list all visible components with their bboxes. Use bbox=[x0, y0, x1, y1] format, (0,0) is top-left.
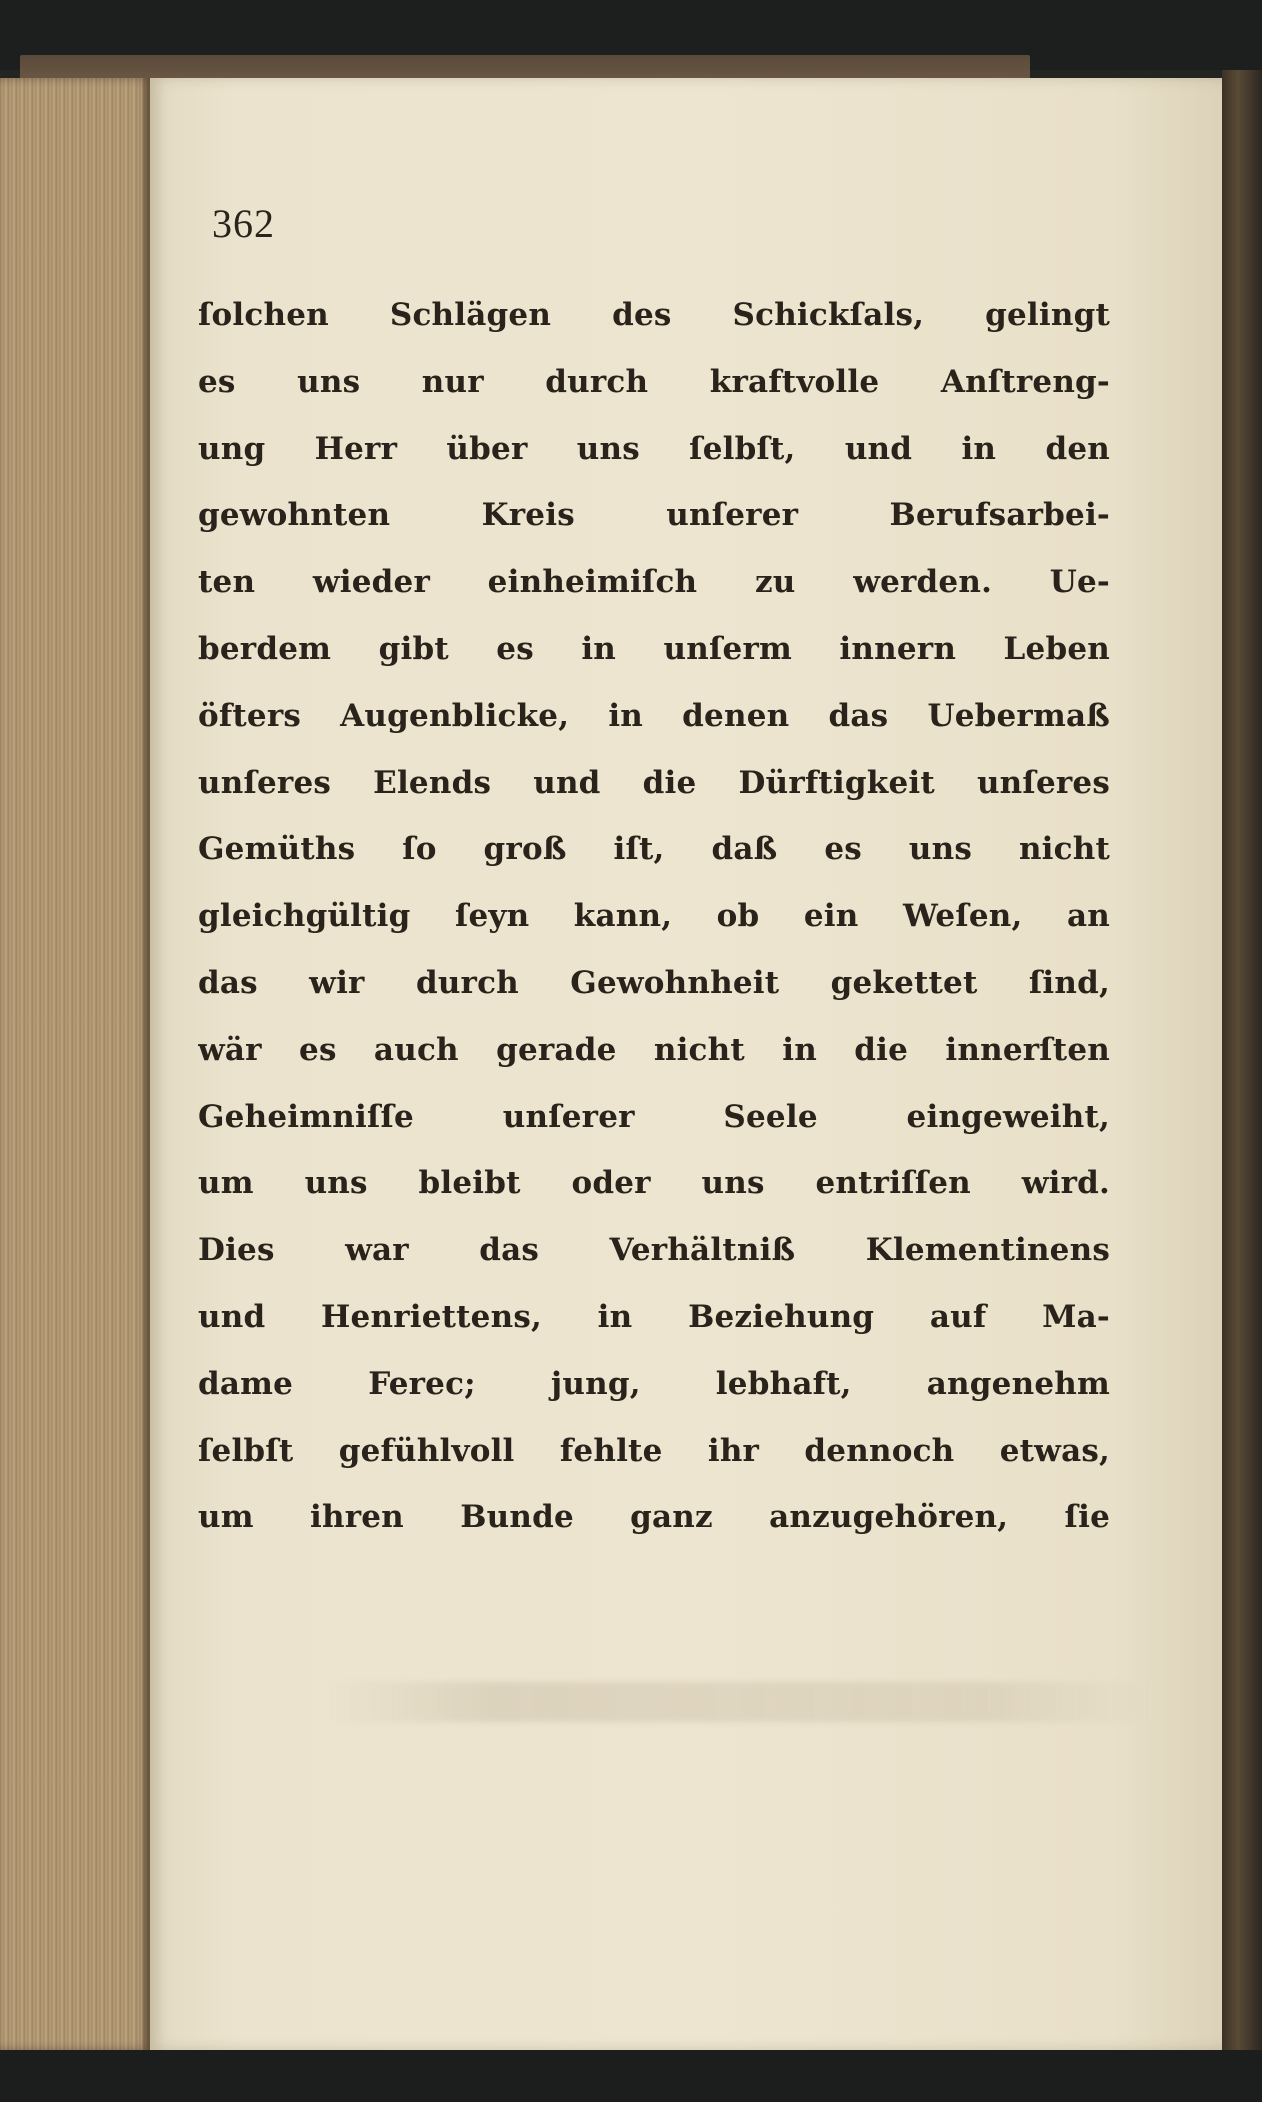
text-line: Geheimniſſe unſerer Seele eingeweiht, bbox=[198, 1098, 1110, 1135]
text-line: Gemüths ſo groß iſt, daß es uns nicht bbox=[198, 831, 1110, 868]
text-line: um uns bleibt oder uns entriſſen wird. bbox=[198, 1165, 1110, 1202]
text-line: dame Ferec; jung, lebhaft, angenehm bbox=[198, 1365, 1110, 1402]
scan-bottom-background bbox=[0, 2050, 1262, 2102]
text-line: es uns nur durch kraftvolle Anſtreng- bbox=[198, 363, 1110, 400]
text-line: Dies war das Verhältniß Klementinens bbox=[198, 1232, 1110, 1269]
text-line: gleichgültig ſeyn kann, ob ein Weſen, an bbox=[198, 898, 1110, 935]
text-line: ſelbſt gefühlvoll fehlte ihr dennoch etwas, bbox=[198, 1432, 1110, 1469]
page-stack-edge bbox=[0, 78, 152, 2050]
text-line: ung Herr über uns ſelbſt, und in den bbox=[198, 430, 1110, 467]
text-line: öfters Augenblicke, in denen das Uebermaß bbox=[198, 697, 1110, 734]
text-line: gewohnten Kreis unſerer Berufsarbei- bbox=[198, 497, 1110, 534]
show-through-text bbox=[330, 1682, 1150, 1722]
text-line: und Henriettens, in Beziehung auf Ma- bbox=[198, 1298, 1110, 1335]
book-gutter bbox=[1222, 70, 1262, 2055]
text-line: das wir durch Gewohnheit gekettet ſind, bbox=[198, 964, 1110, 1001]
page-number: 362 bbox=[212, 201, 275, 246]
text-line: berdem gibt es in unſerm innern Leben bbox=[198, 630, 1110, 667]
text-line: ſolchen Schlägen des Schickſals, gelingt bbox=[198, 297, 1110, 333]
body-text bbox=[198, 282, 1110, 1551]
text-line: unſeres Elends und die Dürftigkeit unſeres bbox=[198, 764, 1110, 801]
text-line: wär es auch gerade nicht in die innerſten bbox=[198, 1031, 1110, 1068]
text-line: ten wieder einheimiſch zu werden. Ue- bbox=[198, 564, 1110, 601]
text-line: um ihren Bunde ganz anzugehören, ſie bbox=[198, 1499, 1110, 1536]
